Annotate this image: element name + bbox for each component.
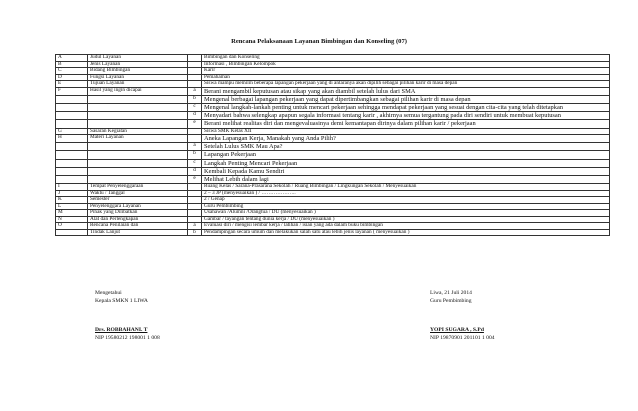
- row-field: Alat dan Perlengkapan: [88, 216, 188, 223]
- row-field: Pihak yang Dilibatkan: [88, 210, 188, 217]
- row-value: Evaluasi diri / mengisi lembar kerja / latihan / isian yang ada dalam buku bimbingan: [202, 223, 610, 230]
- row-code: H: [56, 135, 88, 143]
- row-sub: d: [188, 167, 202, 175]
- table-row: [56, 229, 610, 236]
- row-value: Pemahaman: [202, 74, 610, 81]
- row-code: [56, 103, 88, 111]
- table-row: [56, 103, 610, 111]
- row-field: [88, 95, 188, 103]
- row-code: C: [56, 68, 88, 75]
- row-sub: c: [188, 103, 202, 111]
- row-field: Tempat Penyelenggaraan: [88, 184, 188, 191]
- table-row: [56, 120, 610, 128]
- row-code: [56, 176, 88, 184]
- row-field: Sasaran Kegiatan: [88, 128, 188, 135]
- row-field: [88, 167, 188, 175]
- row-value: Pendampingan secara umum dan melakukan salah satu atau lebih jenis layanan ( menyesuaikan ): [202, 229, 610, 236]
- row-sub: a: [188, 87, 202, 95]
- row-field: [88, 143, 188, 151]
- signature-left-line1: Mengetahui: [95, 290, 122, 296]
- table-row: [56, 151, 610, 159]
- signature-right-nip: NIP 19870901 201101 1 004: [430, 334, 495, 341]
- row-value: 2 / Genap: [202, 197, 610, 204]
- row-field: [88, 151, 188, 159]
- row-field: Materi Layanan: [88, 135, 188, 143]
- plan-table: [55, 54, 610, 236]
- row-sub: a: [188, 143, 202, 151]
- row-field: Rencana Penilaian dan: [88, 223, 188, 230]
- row-code: [56, 120, 88, 128]
- row-field: Judul Layanan: [88, 55, 188, 62]
- row-sub: b: [188, 151, 202, 159]
- row-field: Waktu / Tanggal: [88, 190, 188, 197]
- row-value: Melihat Lebih dalam lagi: [202, 176, 610, 184]
- row-code: L: [56, 203, 88, 210]
- row-code: O: [56, 223, 88, 230]
- row-value: Karir: [202, 68, 610, 75]
- row-code: [56, 143, 88, 151]
- row-field: Tindak Lanjut: [88, 229, 188, 236]
- row-code: [56, 151, 88, 159]
- signature-left-nip: NIP 19580212 198001 1 008: [95, 334, 160, 341]
- row-field: Tujuan Layanan: [88, 81, 188, 88]
- table-row: [56, 159, 610, 167]
- row-code: [56, 159, 88, 167]
- row-sub: c: [188, 159, 202, 167]
- row-code: N: [56, 216, 88, 223]
- row-code: A: [56, 55, 88, 62]
- row-field: Fungsi Layanan: [88, 74, 188, 81]
- table-row: [56, 95, 610, 103]
- row-value: Informasi , Bimbingan Kelompok: [202, 61, 610, 68]
- row-field: [88, 159, 188, 167]
- table-row: [56, 112, 610, 120]
- row-sub: a: [188, 223, 202, 230]
- row-sub: b: [188, 229, 202, 236]
- row-value: Aneka Lapangan Kerja, Manakah yang Anda Pilih?: [202, 135, 610, 143]
- table-row: [56, 135, 610, 143]
- row-code: F: [56, 87, 88, 95]
- row-field: Hasil yang ingin dicapai: [88, 87, 188, 95]
- row-sub: e: [188, 120, 202, 128]
- row-code: D: [56, 74, 88, 81]
- row-value: Mengenal berbagai lapangan pekerjaan yang dapat dipertimbangkan sebagai pilihan karir di masa depan: [202, 95, 610, 103]
- row-sub: b: [188, 95, 202, 103]
- table-row: [56, 87, 610, 95]
- signature-left-line2: Kepala SMKN 1 LIWA: [95, 297, 148, 304]
- row-code: K: [56, 197, 88, 204]
- row-value: Bimbingan dan Konseling: [202, 55, 610, 62]
- row-sub: d: [188, 112, 202, 120]
- signature-left-name: Drs. ROBBAHANI. T: [95, 327, 148, 333]
- row-code: [56, 112, 88, 120]
- signature-right-line2: Guru Pembimbing: [430, 297, 472, 304]
- document-title: Rencana Pelaksanaan Layanan Bimbingan dan Konseling (07): [231, 38, 407, 45]
- row-code: M: [56, 210, 88, 217]
- row-value: Menyadari bahwa selengkap apapun segala informasi tentang karir , akhirnya semua tergantung pada diri sendiri untuk membuat keputusan: [202, 112, 610, 120]
- row-value: Berani melihat realitas diri dan mengevaluasinya demi kemantapan dirinya dalam pilihan karir / pekerjaan: [202, 120, 610, 128]
- row-value: Guru Pembimbing: [202, 203, 610, 210]
- row-field: [88, 103, 188, 111]
- row-value: Langkah Penting Mencari Pekerjaan: [202, 159, 610, 167]
- row-field: [88, 112, 188, 120]
- row-code: [56, 167, 88, 175]
- row-sub: e: [188, 176, 202, 184]
- table-row: [56, 143, 610, 151]
- row-field: Bidang Bimbingan: [88, 68, 188, 75]
- row-value: Gambar / tayangan tentang dunia kerja / DU (menyesuaikan ): [202, 216, 610, 223]
- row-field: Penyelenggara Layanan: [88, 203, 188, 210]
- row-code: [56, 95, 88, 103]
- signature-right: [430, 290, 495, 342]
- table-row: [56, 167, 610, 175]
- signature-right-line1: Liwa, 21 Juli 2014: [430, 290, 472, 296]
- signature-right-name: YOPI SUGARA , S.Pd: [430, 327, 484, 333]
- row-code: B: [56, 61, 88, 68]
- row-value: Usahawan /Alumni /Orangtua / DU (menyesuaikan ): [202, 210, 610, 217]
- row-field: [88, 120, 188, 128]
- signature-left: [95, 290, 160, 342]
- row-value: Mengenal langkah-lankah penting untuk mencari pekerjaan sehingga mendapat pekerjaan yang sesuai dengan cita-cita yang telah ditetapkan: [202, 103, 610, 111]
- row-code: G: [56, 128, 88, 135]
- row-value: Kembali Kepada Kamu Sendiri: [202, 167, 610, 175]
- row-value: Siswa mampu memilih beberapa lapangan pekerjaan yang di antaranya akan dipilih sebagai pilihan karir di masa depan: [202, 81, 610, 88]
- row-value: Berani mengambil keputusan atau sikap yang akan diambil setelah lulus dari SMA: [202, 87, 610, 95]
- row-value: Setelah Lulus SMK Mau Apa?: [202, 143, 610, 151]
- row-value: Lapangan Pekerjaan: [202, 151, 610, 159]
- row-code: I: [56, 184, 88, 191]
- row-field: Semester: [88, 197, 188, 204]
- row-value: 2 – 3 JP (menyesuaikan ) / ………………..: [202, 190, 610, 197]
- row-field: Jenis Layanan: [88, 61, 188, 68]
- row-value: Ruang Kelas / Sarana-Prasarana Sekolah / Ruang Bimbingan / Lingkungan Sekolah / Menyesuaikan: [202, 184, 610, 191]
- row-code: E: [56, 81, 88, 88]
- row-code: [56, 229, 88, 236]
- row-code: J: [56, 190, 88, 197]
- row-value: Siswa SMK Kelas XII: [202, 128, 610, 135]
